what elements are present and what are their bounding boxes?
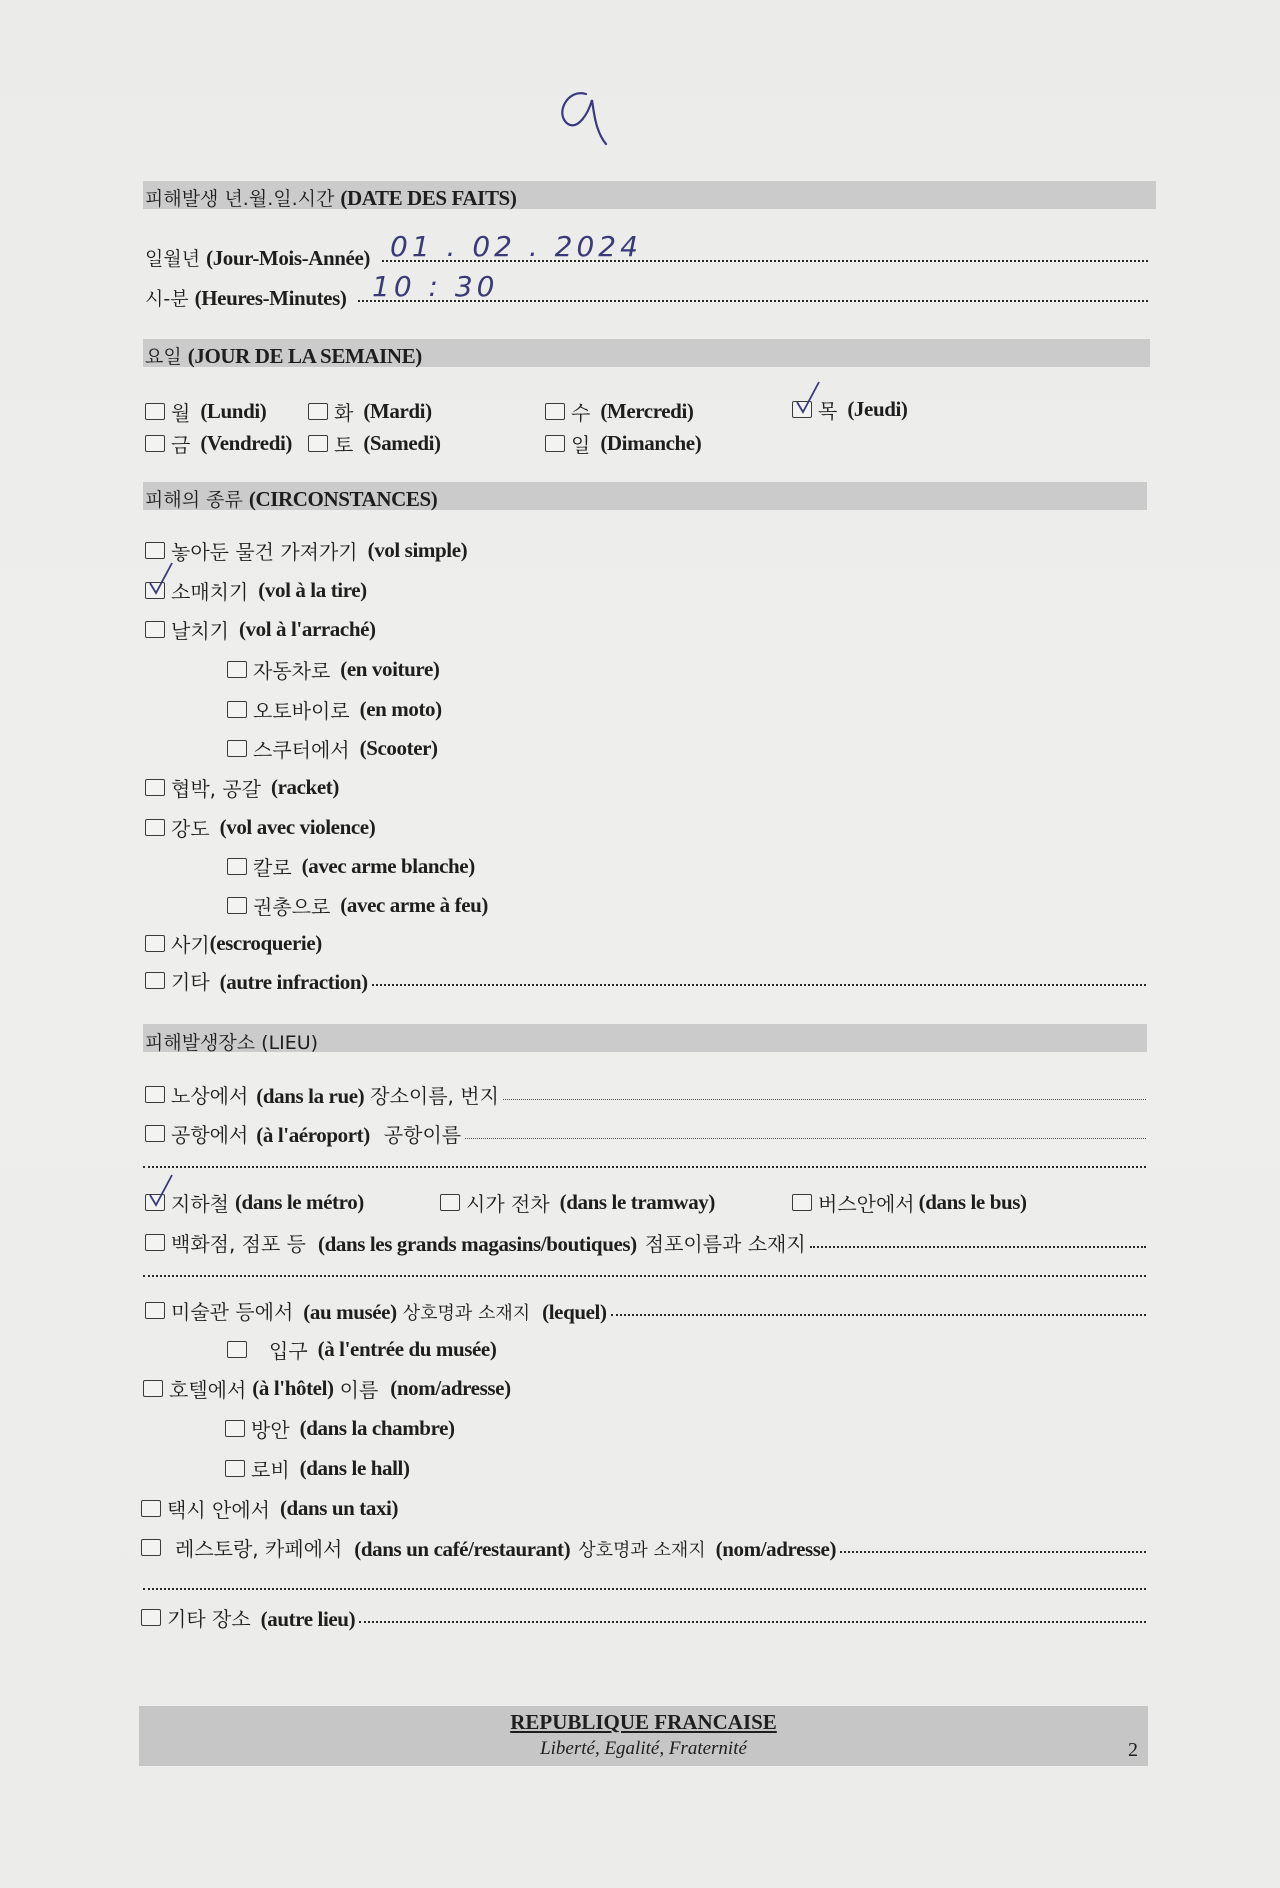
opt-ko: 지하철 [171,1192,229,1216]
opt-fr: (dans le hall) [299,1456,410,1480]
opt-fr: (Dimanche) [600,431,702,455]
circ-autre-infraction[interactable] [145,966,1146,995]
day-option-lundi[interactable] [145,397,266,426]
circ-en-moto[interactable] [227,695,442,724]
opt-fr: (dans un taxi) [279,1496,399,1520]
checkbox[interactable] [143,1380,163,1397]
opt-ko: 금 [171,433,191,457]
section-title-ko: 피해발생 년.월.일.시간 [145,188,335,210]
footer-republic: REPUBLIQUE FRANCAISE [510,1710,777,1734]
lieu-hall[interactable] [225,1454,410,1483]
opt-fr: (escroquerie) [209,931,322,955]
circ-arme-a-feu[interactable] [227,891,488,920]
opt-ko: 시가 전차 [466,1192,550,1216]
opt-fr: (à l'hôtel) [252,1376,334,1400]
lieu-magasins-continuation-line [143,1275,1146,1277]
opt-fr: (Mercredi) [600,399,694,423]
lieu-aeroport[interactable] [145,1119,1146,1148]
checkbox[interactable] [145,1125,165,1142]
opt-fr: (vol à l'arraché) [238,617,376,641]
opt-fr: (Vendredi) [200,431,293,455]
opt-fr: (Samedi) [363,431,441,455]
handwritten-alpha-mark [548,84,618,154]
opt-fr: (Scooter) [359,736,438,760]
day-option-mardi[interactable] [308,397,432,426]
opt-ko: 기타 장소 [167,1607,251,1631]
section-title-fr: (LIEU) [261,1032,319,1054]
opt-ko: 협박, 공갈 [171,777,261,801]
checkbox[interactable] [440,1194,460,1211]
date-label-fr: (Jour-Mois-Année) [206,246,370,270]
opt-ko2: 상호명과 소재지 [402,1303,531,1324]
checkbox[interactable] [225,1460,245,1477]
opt-ko: 택시 안에서 [167,1498,270,1522]
opt-fr: (racket) [271,775,339,799]
checkbox[interactable] [225,1420,245,1437]
day-option-mercredi[interactable] [545,397,694,426]
checkbox[interactable] [145,819,165,836]
opt-ko2: 장소이름, 번지 [370,1084,499,1108]
date-value[interactable]: 01 . 02 . 2024 [390,230,642,263]
opt-ko: 사기 [171,933,210,957]
section-title-ko: 피해발생장소 [145,1032,256,1054]
opt-ko: 방안 [251,1418,290,1442]
opt-ko: 기타 [171,970,210,994]
date-line [145,244,1148,271]
section-title-fr: (DATE DES FAITS) [340,186,517,210]
section-title-ko: 피해의 종류 [145,489,243,511]
time-label-fr: (Heures-Minutes) [194,286,347,310]
checkbox[interactable] [227,858,247,875]
footer-motto: Liberté, Egalité, Fraternité [540,1738,747,1759]
date-label-ko: 일월년 [145,248,201,270]
opt-ko: 날치기 [171,619,229,643]
opt-ko: 월 [171,401,191,425]
opt-fr: (en voiture) [340,657,440,681]
circ-vol-a-la-tire[interactable] [145,576,367,605]
circ-escroquerie[interactable] [145,929,322,958]
section-header-day [143,339,1150,367]
opt-fr: (au musée) [303,1300,397,1324]
opt-fr: (à l'aéroport) [256,1123,370,1147]
opt-fr: (dans le tramway) [559,1190,715,1214]
time-line [145,284,1148,311]
opt-fr: (en moto) [359,697,442,721]
lieu-entree-musee[interactable] [227,1335,496,1364]
lieu-bus[interactable] [792,1188,1027,1217]
opt-ko: 미술관 등에서 [171,1300,294,1324]
day-option-vendredi[interactable] [145,429,292,458]
opt-fr: (autre infraction) [219,970,368,994]
checkbox[interactable] [227,701,247,718]
circ-vol-avec-violence[interactable] [145,813,375,842]
lieu-autre[interactable] [141,1603,1146,1632]
lieu-rue[interactable] [145,1080,1146,1109]
opt-ko: 자동차로 [253,659,331,683]
opt-fr: (dans le bus) [918,1190,1027,1214]
checkbox-checked[interactable] [145,582,165,599]
opt-ko: 버스안에서 [818,1192,915,1216]
lieu-taxi[interactable] [141,1494,398,1523]
opt-ko: 일 [571,433,591,457]
checkbox[interactable] [141,1539,161,1556]
opt-ko: 오토바이로 [253,699,350,723]
checkbox[interactable] [145,403,165,420]
dotted-line [372,984,1146,986]
opt-fr: (dans les grands magasins/boutiques) [318,1232,637,1256]
opt-ko: 백화점, 점포 등 [171,1232,306,1256]
checkbox[interactable] [227,1341,247,1358]
opt-ko: 노상에서 [171,1084,249,1108]
checkbox-checked[interactable] [145,1194,165,1211]
lieu-cafe-continuation-line [143,1588,1146,1590]
checkbox[interactable] [145,1086,165,1103]
lieu-metro[interactable] [145,1188,364,1217]
checkbox-checked[interactable] [792,401,812,418]
check-mark-icon [795,388,821,418]
opt-fr: (avec arme à feu) [340,893,488,917]
dotted-line [840,1551,1146,1553]
opt-fr: (Mardi) [363,399,432,423]
checkbox[interactable] [145,1234,165,1251]
circ-arme-blanche[interactable] [227,852,475,881]
opt-ko: 화 [334,401,354,425]
section-header-circonstances [143,482,1147,510]
opt-fr: (Lundi) [200,399,267,423]
checkbox[interactable] [141,1609,161,1626]
day-option-samedi[interactable] [308,429,441,458]
lieu-chambre[interactable] [225,1414,455,1443]
opt-fr: (vol avec violence) [219,815,376,839]
circ-vol-simple[interactable] [145,536,467,565]
dotted-line [503,1099,1146,1100]
page-footer [139,1706,1148,1766]
section-title-fr: (JOUR DE LA SEMAINE) [187,344,422,368]
circ-vol-a-larrache[interactable] [145,615,376,644]
circ-en-voiture[interactable] [227,655,440,684]
opt-ko: 목 [818,399,838,423]
checkbox[interactable] [145,779,165,796]
opt-ko: 공항에서 [171,1123,249,1147]
opt-fr: (avec arme blanche) [301,854,475,878]
opt-ko2: 이름 [339,1378,379,1402]
opt-ko: 칼로 [253,856,292,880]
opt-ko: 로비 [251,1458,290,1482]
time-value[interactable]: 10 : 30 [372,270,499,303]
checkbox[interactable] [145,1302,165,1319]
opt-ko: 놓아둔 물건 가져가기 [171,540,358,564]
checkbox[interactable] [145,621,165,638]
opt-fr: (Jeudi) [847,397,908,421]
lieu-magasins[interactable] [145,1228,1146,1257]
checkbox[interactable] [141,1500,161,1517]
opt-ko: 스쿠터에서 [253,738,350,762]
lieu-cafe-restaurant[interactable] [141,1533,1146,1562]
dotted-line [611,1314,1146,1316]
checkbox[interactable] [545,435,565,452]
opt-ko: 입구 [269,1339,308,1363]
checkbox[interactable] [227,740,247,757]
section-title-ko: 요일 [145,346,182,368]
day-option-jeudi[interactable] [792,395,908,424]
lieu-hotel[interactable] [143,1374,511,1403]
opt-ko: 토 [334,433,354,457]
opt-fr: (autre lieu) [260,1607,356,1631]
opt-ko2: 상호명과 소재지 [578,1540,706,1561]
checkbox[interactable] [145,935,165,952]
section-title-fr: (CIRCONSTANCES) [248,487,438,511]
opt-ko: 소매치기 [171,580,249,604]
checkbox[interactable] [227,897,247,914]
opt-fr: (dans la rue) [256,1084,365,1108]
time-label-ko: 시-분 [145,288,189,310]
opt-fr: (vol simple) [367,538,468,562]
opt-fr2: (nom/adresse) [715,1537,837,1561]
opt-fr2: (nom/adresse) [390,1376,511,1400]
checkbox[interactable] [792,1194,812,1211]
check-mark-icon [148,569,174,599]
opt-ko: 수 [571,401,591,425]
section-header-date [143,181,1156,209]
checkbox[interactable] [145,435,165,452]
circ-racket[interactable] [145,773,339,802]
dotted-line [810,1246,1146,1248]
lieu-aeroport-continuation-line [143,1166,1146,1168]
opt-fr: (dans le métro) [234,1190,364,1214]
opt-ko2: 점포이름과 소재지 [644,1232,806,1256]
opt-fr2: (lequel) [542,1300,607,1324]
dotted-line [359,1621,1146,1623]
checkbox[interactable] [227,661,247,678]
checkbox[interactable] [145,542,165,559]
checkbox[interactable] [308,435,328,452]
opt-ko2: 공항이름 [383,1123,462,1147]
section-header-lieu [143,1024,1147,1052]
opt-fr: (dans un café/restaurant) [354,1537,571,1561]
lieu-tramway[interactable] [440,1188,715,1217]
checkbox[interactable] [145,972,165,989]
opt-ko: 레스토랑, 카페에서 [175,1537,343,1561]
day-option-dimanche[interactable] [545,429,701,458]
opt-fr: (à l'entrée du musée) [317,1337,497,1361]
opt-ko: 권총으로 [253,895,331,919]
opt-fr: (vol à la tire) [258,578,367,602]
page-number: 2 [1128,1739,1138,1761]
checkbox[interactable] [308,403,328,420]
dotted-line [465,1138,1146,1139]
opt-ko: 호텔에서 [169,1378,247,1402]
check-mark-icon [148,1181,174,1211]
opt-ko: 강도 [171,817,210,841]
lieu-musee[interactable] [145,1296,1146,1325]
checkbox[interactable] [545,403,565,420]
circ-scooter[interactable] [227,734,438,763]
opt-fr: (dans la chambre) [299,1416,455,1440]
